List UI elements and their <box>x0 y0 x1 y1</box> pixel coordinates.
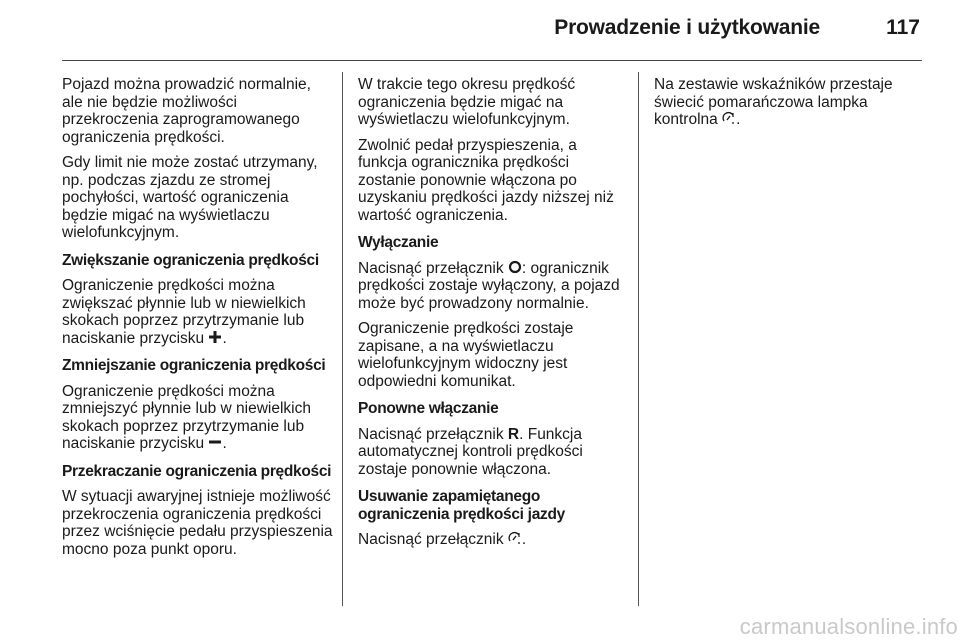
minus-icon <box>208 435 222 449</box>
paragraph-text: Nacisnąć przełącznik <box>358 531 504 548</box>
page-title: Prowadzenie i użytkowanie <box>554 16 820 39</box>
page-header <box>62 0 922 61</box>
paragraph-text: : ogranicznik prędkości zostaje wyłączony, a pojazd może być prowadzony normalnie. <box>358 259 620 312</box>
paragraph: Na zestawie wskaźników przestaje świecić pomarańczowa lampka kontrolna . <box>654 76 893 128</box>
paragraph-text: Nacisnąć przełącznik <box>358 425 504 443</box>
column-1 <box>62 76 334 566</box>
paragraph: W trakcie tego okresu prędkość ograniczenia będzie migać na wyświetlaczu wielofunkcyjnym. <box>358 76 576 128</box>
paragraph <box>358 426 628 479</box>
speed-limiter-icon <box>508 531 522 545</box>
paragraph: Zwolnić pedał przyspieszenia, a funkcja ogranicznika prędkości zostanie ponownie włączona po uzyskaniu prędkości jazdy niższej niż wartość ograniczenia. <box>358 136 614 224</box>
paragraph: W sytuacji awaryjnej istnieje możliwość przekroczenia ograniczenia prędkości przez wciśnięcie pedału przyspieszenia mocno poza punkt oporu. <box>62 488 333 558</box>
paragraph-text: . Funkcja automatycznej kontroli prędkości zostaje ponownie włączona. <box>358 425 583 478</box>
watermark: carmanualsonline.info <box>739 614 958 639</box>
section-heading-delete: Usuwanie zapamiętanego ograniczenia prędkości jazdy <box>358 488 565 523</box>
paragraph <box>358 260 628 313</box>
page-number: 117 <box>886 16 920 39</box>
paragraph: Pojazd można prowadzić normalnie, ale nie będzie możliwości przekroczenia zaprogramowanego ograniczenia prędkości. <box>62 76 311 146</box>
column-divider <box>638 72 639 606</box>
column-2 <box>358 76 628 557</box>
paragraph: Ograniczenie prędkości można zmniejszyć płynnie lub w niewielkich skokach poprzez przytrzymanie lub naciskanie przycisku . <box>62 382 311 452</box>
paragraph: Ograniczenie prędkości zostaje zapisane, a na wyświetlaczu wielofunkcyjnym widoczny jest odpowiedni komunikat. <box>358 320 574 390</box>
paragraph-text: Ograniczenie prędkości można zmniejszyć płynnie lub w niewielkich skokach poprzez przytrzymanie lub naciskanie przycisku <box>62 382 311 452</box>
section-heading-increase: Zwiększanie ograniczenia prędkości <box>62 251 319 269</box>
paragraph-text: Ograniczenie prędkości można zwiększać płynnie lub w niewielkich skokach poprzez przytrzymanie lub naciskanie przycisku <box>62 277 306 347</box>
switch-r-label: R <box>507 425 520 443</box>
speed-limiter-icon <box>722 111 736 125</box>
paragraph: Nacisnąć przełącznik . <box>358 531 527 548</box>
section-heading-decrease: Zmniejszanie ograniczenia prędkości <box>62 357 326 374</box>
circle-o-icon <box>508 260 522 274</box>
paragraph-text: Na zestawie wskaźników przestaje świecić pomarańczowa lampka kontrolna <box>654 76 893 128</box>
paragraph: Ograniczenie prędkości można zwiększać płynnie lub w niewielkich skokach poprzez przytrzymanie lub naciskanie przycisku . <box>62 277 306 347</box>
column-divider <box>342 72 343 606</box>
column-3 <box>654 76 924 137</box>
plus-icon <box>208 330 222 344</box>
section-heading-off: Wyłączanie <box>358 234 439 251</box>
section-heading-resume: Ponowne włączanie <box>358 400 499 417</box>
paragraph: Gdy limit nie może zostać utrzymany, np. podczas zjazdu ze stromej pochyłości, wartość ograniczenia będzie migać na wyświetlaczu wielofunkcyjnym. <box>62 154 318 241</box>
section-heading-exceed: Przekraczanie ograniczenia prędkości <box>62 462 332 480</box>
paragraph-text: Nacisnąć przełącznik <box>358 259 504 277</box>
